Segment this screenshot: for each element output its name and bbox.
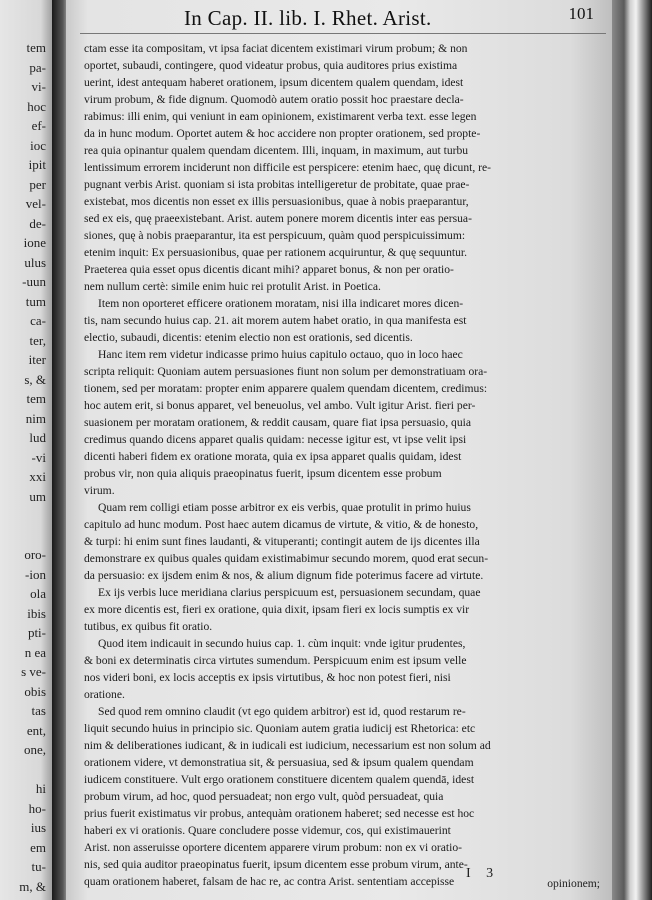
text-line: siones, quę à nobis praeparantur, ita est perspicuum, quàm quod perspicuissimum:: [84, 229, 466, 242]
text-line: oratione.: [84, 688, 125, 701]
book-page: [66, 0, 614, 900]
text-line: probus vir, non quia aliquis praeopinatus fuerit, ipsum dicentem esse probum: [84, 467, 442, 480]
left-margin-fragment: iter: [28, 352, 46, 367]
left-margin-fragment: xxi: [29, 469, 46, 484]
left-margin-fragment: hoc: [27, 98, 46, 114]
text-line: electio, subaudi, dicentis: etenim electio non est orationis, sed dicentis.: [84, 331, 413, 344]
text-line: uerint, idest antequam haberet orationem, ipsum dicentem qualem quendam, idest: [84, 76, 464, 89]
left-margin-fragment: s ve-: [21, 664, 46, 679]
text-line: tis, nam secundo huius cap. 21. ait morem autem habet oratio, in qua manifesta est: [84, 314, 467, 327]
text-line: pugnant verbis Arist. quoniam si ista probitas intelligeretur de probitate, quae prae-: [84, 178, 470, 191]
left-margin-fragment: em: [30, 839, 46, 855]
left-margin-fragment: ione: [23, 235, 46, 250]
signature-mark: I 3: [466, 866, 500, 881]
text-line: Praeterea quia esset opus dicentis dicant mihi? apparet bonus, & non per oratio-: [84, 263, 454, 276]
left-margin-fragment: ioc: [30, 137, 46, 153]
left-margin-fragment: s, &: [24, 371, 46, 387]
left-margin-fragment: ulus: [24, 254, 46, 270]
text-line: nem nullum certè: simile enim huic rei protulit Arist. in Poetica.: [84, 280, 381, 293]
left-margin-fragment: ca-: [30, 313, 46, 328]
left-margin-fragment: tem: [26, 40, 46, 55]
header-rule: [80, 33, 606, 34]
left-margin-fragment: ter,: [29, 332, 46, 348]
left-margin-fragment: -uun: [22, 274, 46, 289]
left-margin-fragment: tem: [26, 391, 46, 406]
text-line: ctam esse ita compositam, vt ipsa faciat dicentem existimari virum probum; & non: [84, 42, 468, 55]
left-margin-fragment: ho-: [28, 800, 46, 816]
body-text: [84, 40, 604, 890]
left-margin-fragment: lud: [29, 430, 46, 445]
text-line: oportet, subaudi, contingere, quod videatur probus, quia auditores prius existima: [84, 59, 458, 72]
text-line: Hanc item rem videtur indicasse primo huius capitulo octauo, quo in loco haec: [98, 348, 463, 361]
text-line: credimus quando dicens apparet qualis quidam: necesse igitur est, vt ipse velit ipsi: [84, 433, 467, 446]
left-margin-fragment: pa-: [29, 59, 46, 75]
text-line: nis, sed quia auditor praeopinatus fuerit, ipsum dicentem esse probum virum, ante-: [84, 858, 468, 871]
text-line: tutibus, ex quibus fit oratio.: [84, 620, 213, 633]
text-line: scripta reliquit: Quoniam autem persuasiones fiunt non solum per demonstratiuam ora-: [84, 365, 488, 378]
text-line: rea quia opinantur qualem quendam dicentem. Illi, inquam, in maximum, aut turbu: [84, 144, 469, 157]
left-margin-fragment: pti-: [27, 625, 46, 640]
left-margin-fragment: m, &: [19, 878, 46, 894]
text-line: sed ex eis, quę praeexistebant. Arist. autem ponere morem dicentis inter eas persua-: [84, 212, 472, 225]
text-line: ex more dicentis est, fieri ex oratione, quia dixit, ipsam fieri ex locis sumptis ex vir: [84, 603, 470, 616]
text-line: demonstrare ex quibus quales quidam existimabimur secundo morem, quod erat secun-: [84, 552, 489, 565]
left-margin-fragment: vel-: [25, 196, 46, 211]
left-page-edge: [0, 0, 58, 900]
text-line: tionem, sed per moratam: propter enim apparere qualem quendam dicentem, credimus:: [84, 382, 488, 395]
left-margin-fragment: hi: [35, 781, 46, 796]
text-line: existebat, mos dicentis non esset ex illis persuasionibus, quae à nobis praeparantur,: [84, 195, 469, 208]
text-line: orationem videre, vt demonstratiua sit, & persuasiua, sed & ipsum qualem quendam: [84, 756, 474, 769]
text-line: probum virum, ad hoc, quod persuadeat; non ergo vult, quòd persuadeat, quia: [84, 790, 444, 803]
left-margin-fragment: ibis: [27, 605, 46, 621]
text-line: da persuasio: ex ijsdem enim & nos, & alium dignum fide poterimus facere ad virtute.: [84, 569, 484, 582]
left-margin-fragment: um: [29, 488, 46, 504]
left-margin-fragment: ipit: [28, 157, 46, 172]
text-line: capitulo ad hunc modum. Post haec autem dicamus de virtute, & vitio, & de honesto,: [84, 518, 479, 531]
left-margin-fragment: tu-: [31, 859, 46, 874]
text-line: Ex ijs verbis luce meridiana clarius perspicuum est, persuasionem secundam, quae: [98, 586, 481, 599]
left-margin-fragment: n ea: [24, 644, 46, 660]
text-line: Arist. non asseruisse oportere dicentem apparere virum probum: non ex vi oratio-: [84, 841, 462, 854]
text-line: iudicem constituere. Vult ergo orationem constituere dicentem qualem quendā, idest: [84, 773, 475, 786]
text-line: da in hunc modum. Oportet autem & hoc accidere non propter orationem, sed propte-: [84, 127, 481, 140]
text-line: Item non oporteret efficere orationem moratam, nisi illa indicaret mores dicen-: [98, 297, 464, 310]
left-margin-fragment: -ion: [25, 566, 46, 582]
running-head: In Cap. II. lib. I. Rhet. Arist.: [184, 6, 432, 30]
text-line: virum.: [84, 484, 115, 497]
left-margin-fragment: nim: [25, 410, 46, 426]
text-line: Quam rem colligi etiam posse arbitror ex eis verbis, quae protulit in primo huius: [98, 501, 471, 514]
text-line: nim & deliberationes iudicant, & in iudicali est iudicium, necessarium est non solum ad: [84, 739, 491, 752]
text-line: Quod item indicauit in secundo huius cap. 1. cùm inquit: vnde igitur prudentes,: [98, 637, 466, 650]
catchword: opinionem;: [547, 877, 600, 890]
left-margin-fragment: ent,: [26, 722, 46, 738]
left-margin-fragment: oro-: [24, 547, 46, 562]
left-margin-fragment: vi-: [31, 79, 46, 94]
left-margin-fragment: tas: [31, 703, 46, 718]
page-number: 101: [568, 4, 594, 23]
left-margin-fragment: -vi: [31, 449, 46, 465]
text-line: virum probum, & fide dignum. Quomodò autem oratio possit hoc praestare decla-: [84, 93, 464, 106]
text-line: etenim inquit: Ex persuasionibus, quae per rationem acquiruntur, & quę sequuntur.: [84, 246, 468, 259]
text-line: prius fuerit existimatus vir probus, antequàm orationem haberet; sed necesse est hoc: [84, 807, 475, 820]
right-page-edge: [612, 0, 652, 900]
text-line: Sed quod rem omnino claudit (vt ego quidem arbitror) est id, quod restarum re-: [98, 705, 466, 718]
text-line: dicenti haberi fidem ex oratione morata, quia ex ipsa apparet qualis quidam, idest: [84, 450, 462, 463]
text-line: lentissimum errorem inciderunt non difficile est perspicere: etenim haec, quę dicunt, re-: [84, 161, 492, 174]
left-margin-fragment: ef-: [31, 118, 46, 133]
text-line: hoc autem erit, si bonus apparet, vel beneuolus, vel ambo. Vult igitur Arist. fieri per-: [84, 399, 476, 412]
text-line: & turpi: hi enim sunt fines laudanti, & vituperanti; contingit autem de ijs dicentes illa: [84, 535, 480, 548]
text-line: haberi ex vi orationis. Quare concludere posse videmur, cos, qui existimauerint: [84, 824, 451, 837]
text-line: rabimus: illi enim, qui veniunt in eam opinionem, existimarent verba text. esse legen: [84, 110, 477, 123]
left-margin-fragment: one,: [23, 742, 46, 757]
text-line: suasionem per moratam orationem, & reddit causam, quare fiat ipsa persuasio, quia: [84, 416, 471, 429]
left-margin-fragment: obis: [24, 683, 46, 699]
text-line: liquit secundo huius in principio sic. Quoniam autem gratia iudicij est Rhetorica: etc: [84, 722, 476, 735]
left-margin-fragment: per: [29, 176, 46, 192]
text-line: quam orationem haberet, falsam de hac re, ac contra Arist. sententiam accepisse: [84, 875, 455, 888]
left-margin-fragment: ius: [30, 820, 46, 835]
left-margin-fragment: ola: [30, 586, 46, 601]
left-margin-fragment: tum: [25, 293, 46, 309]
text-line: & boni ex determinatis circa virtutes sumendum. Perspicuum enim est ipsum velle: [84, 654, 467, 667]
left-margin-fragment: de-: [29, 215, 46, 231]
text-line: nos videri boni, ex locis acceptis ex ipsis virtutibus, & hoc non potest fieri, nisi: [84, 671, 451, 684]
